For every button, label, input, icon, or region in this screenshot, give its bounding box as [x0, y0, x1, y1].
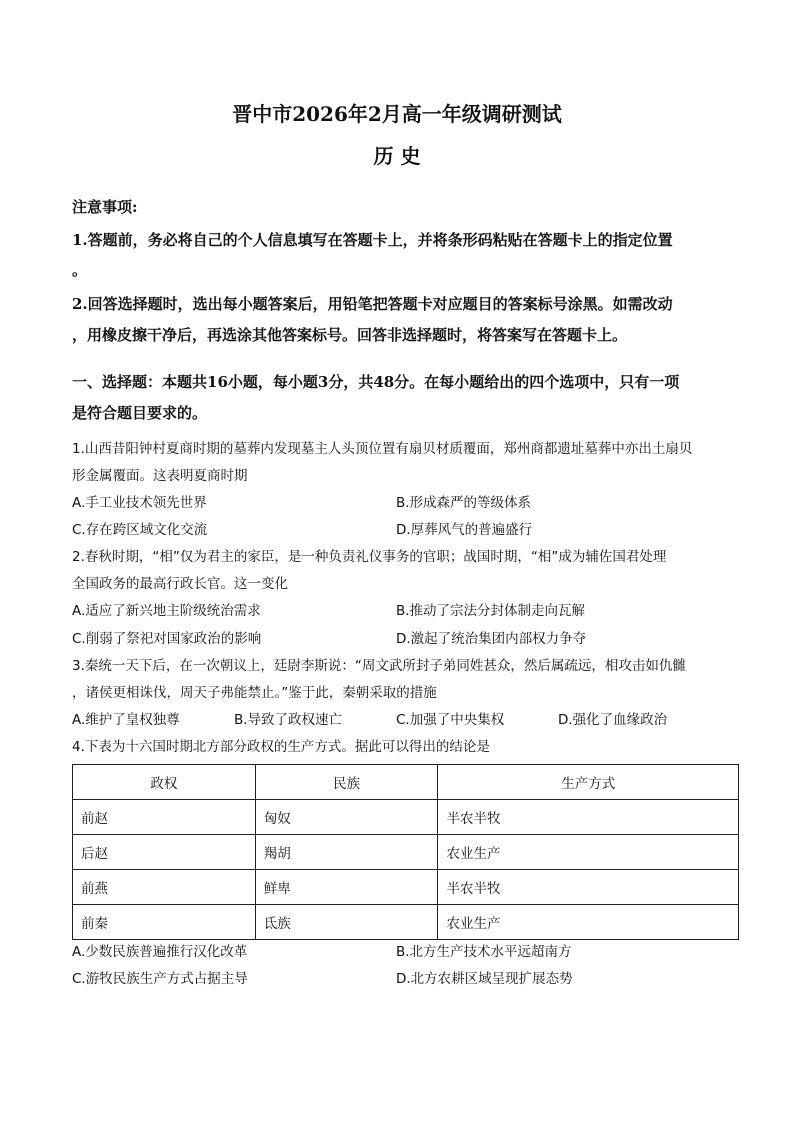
q2-option-c: C.削弱了祭祀对国家政治的影响: [72, 631, 262, 647]
q3-stem-line2: ，诸侯更相诛伐，周天子弗能禁止。”鉴于此，秦朝采取的措施: [72, 685, 437, 701]
table-cell: 前燕: [73, 870, 256, 905]
notice-heading: 注意事项:: [72, 198, 138, 216]
q1-option-b: B.形成森严的等级体系: [396, 495, 532, 511]
q1-option-c: C.存在跨区域文化交流: [72, 522, 208, 538]
table-cell: 前赵: [73, 800, 256, 835]
table-cell: 羯胡: [255, 835, 438, 870]
table-cell: 农业生产: [438, 835, 739, 870]
table-cell: 匈奴: [255, 800, 438, 835]
q2-stem-line2: 全国政务的最高行政长官。这一变化: [72, 576, 288, 592]
notice-item2-line2: ，用橡皮擦干净后，再选涂其他答案标号。回答非选择题时，将答案写在答题卡上。: [72, 326, 628, 344]
table-header-cell: 生产方式: [438, 765, 739, 800]
q1-stem-line2: 形金属覆面。这表明夏商时期: [72, 468, 248, 484]
table-row: [73, 800, 739, 835]
table-cell: 鲜卑: [255, 870, 438, 905]
subject-title: 历 史: [373, 144, 421, 168]
q2-option-d: D.激起了统治集团内部权力争夺: [396, 631, 587, 647]
q2-option-a: A.适应了新兴地主阶级统治需求: [72, 603, 261, 619]
q1-stem-line1: 1.山西昔阳钟村夏商时期的墓葬内发现墓主人头顶位置有扇贝材质覆面，郑州商都遗址墓葬中亦出土扇贝: [72, 441, 693, 457]
table-cell: 后赵: [73, 835, 256, 870]
exam-title: 晋中市2026年2月高一年级调研测试: [232, 102, 562, 126]
table-cell: 农业生产: [438, 905, 739, 940]
section1-line1: 一、选择题：本题共16小题，每小题3分，共48分。在每小题给出的四个选项中，只有一项: [72, 373, 680, 391]
q2-stem-line1: 2.春秋时期，“相”仅为君主的家臣，是一种负责礼仪事务的官职；战国时期，“相”成为辅佐国君处理: [72, 549, 667, 565]
q1-option-d: D.厚葬风气的普遍盛行: [396, 522, 533, 538]
q3-option-b: B.导致了政权速亡: [234, 712, 343, 728]
table-cell: 前秦: [73, 905, 256, 940]
table-cell: 半农半牧: [438, 870, 739, 905]
table-row: [73, 905, 739, 940]
notice-item1-line2: 。: [72, 261, 88, 279]
notice-item1-line1: 1.答题前，务必将自己的个人信息填写在答题卡上，并将条形码粘贴在答题卡上的指定位置: [72, 231, 673, 249]
q3-stem-line1: 3.秦统一天下后，在一次朝议上，廷尉李斯说：“周文武所封子弟同姓甚众，然后属疏远，相攻击如仇雠: [72, 658, 686, 674]
table-header-cell: 民族: [255, 765, 438, 800]
q4-table: [72, 764, 739, 940]
q2-option-b: B.推动了宗法分封体制走向瓦解: [396, 603, 586, 619]
q3-option-d: D.强化了血缘政治: [558, 712, 668, 728]
q4-option-a: A.少数民族普遍推行汉化改革: [72, 944, 248, 960]
table-header-row: [73, 765, 739, 800]
table-cell: 氐族: [255, 905, 438, 940]
notice-item2-line1: 2.回答选择题时，选出每小题答案后，用铅笔把答题卡对应题目的答案标号涂黑。如需改动: [72, 295, 673, 313]
q4-stem: 4.下表为十六国时期北方部分政权的生产方式。据此可以得出的结论是: [72, 739, 490, 755]
table-row: [73, 835, 739, 870]
table-row: [73, 870, 739, 905]
section1-line2: 是符合题目要求的。: [72, 404, 208, 422]
table-cell: 半农半牧: [438, 800, 739, 835]
q3-option-a: A.维护了皇权独尊: [72, 712, 180, 728]
q4-option-c: C.游牧民族生产方式占据主导: [72, 971, 248, 987]
table-header-cell: 政权: [73, 765, 256, 800]
q4-option-d: D.北方农耕区域呈现扩展态势: [396, 971, 573, 987]
q4-option-b: B.北方生产技术水平远超南方: [396, 944, 572, 960]
q3-option-c: C.加强了中央集权: [396, 712, 505, 728]
q1-option-a: A.手工业技术领先世界: [72, 495, 207, 511]
